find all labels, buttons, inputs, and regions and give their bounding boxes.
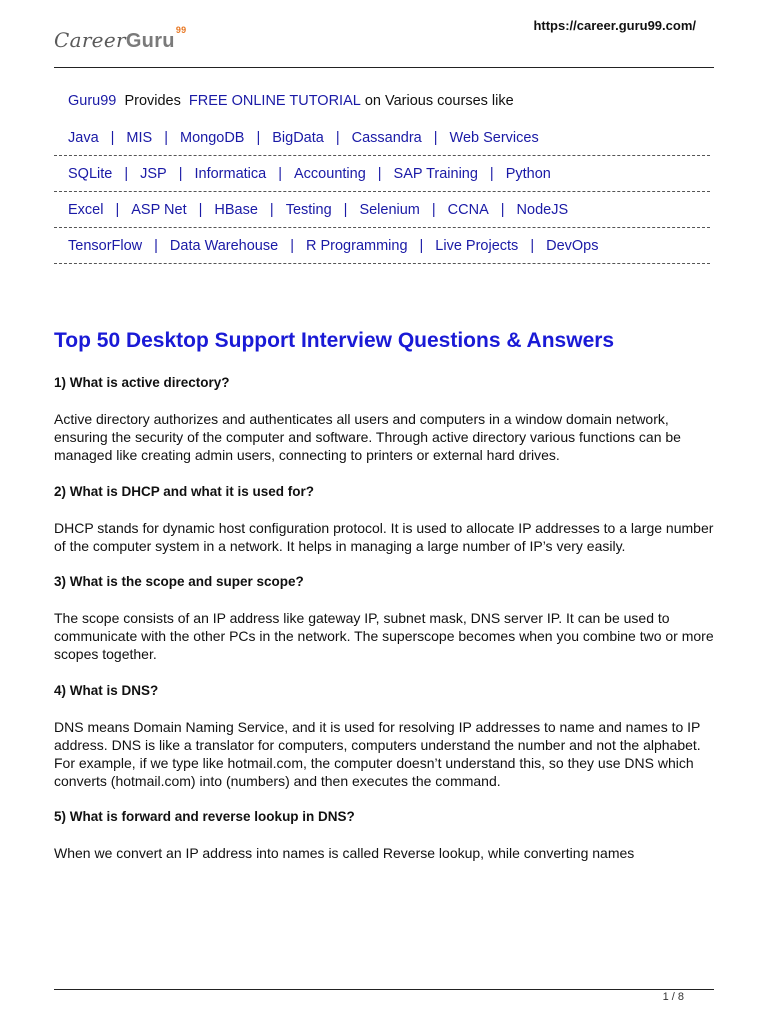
course-link-table: [54, 120, 710, 264]
question-heading: 3) What is the scope and super scope?: [54, 574, 304, 590]
course-link[interactable]: R Programming: [305, 237, 408, 254]
link-separator: |: [110, 129, 115, 146]
answer-paragraph: DNS means Domain Naming Service, and it is used for resolving IP addresses to name and names to IP address. DNS is like a translator for computers, computers understand the number and not the alphabet. For example, if we type like hotmail.com, the computer doesn’t understand this, so they use DNS which converts (hotmail.com) into (numbers) and then executes the command.: [54, 718, 701, 790]
link-separator: |: [377, 165, 382, 182]
page-number: 1 / 8: [662, 991, 684, 1003]
link-separator: |: [335, 129, 340, 146]
course-link[interactable]: MIS: [126, 129, 153, 146]
logo-99-superscript: 99: [175, 25, 187, 36]
header-divider: [54, 67, 714, 68]
footer-divider: [54, 989, 714, 990]
link-separator: |: [269, 201, 274, 218]
course-link[interactable]: Testing: [285, 201, 332, 218]
intro-provides-text: Provides: [124, 93, 181, 109]
course-link[interactable]: Java: [68, 129, 99, 146]
course-link[interactable]: SAP Training: [393, 165, 478, 182]
course-link[interactable]: Live Projects: [435, 237, 519, 254]
qa-content: [54, 374, 714, 881]
answer-paragraph: DHCP stands for dynamic host configuration protocol. It is used to allocate IP addresses to a large number of the computer system in a network. It helps in managing a large number of IP’s very easily.: [54, 519, 714, 554]
course-link[interactable]: Data Warehouse: [169, 237, 279, 254]
link-separator: |: [530, 237, 535, 254]
intro-line: [68, 93, 514, 109]
question-heading: 2) What is DHCP and what it is used for?: [54, 483, 315, 499]
guru99-link[interactable]: Guru99: [68, 93, 117, 109]
link-separator: |: [124, 165, 129, 182]
course-link[interactable]: ASP Net: [131, 201, 187, 218]
link-separator: |: [178, 165, 183, 182]
course-link-row: [54, 120, 710, 156]
intro-suffix-text: on Various courses like: [364, 93, 514, 109]
question-heading: 5) What is forward and reverse lookup in DNS?: [54, 809, 355, 825]
free-tutorial-link[interactable]: FREE ONLINE TUTORIAL: [188, 93, 361, 109]
course-link[interactable]: SQLite: [68, 165, 113, 182]
answer-paragraph: When we convert an IP address into names is called Reverse lookup, while converting names: [54, 845, 635, 862]
link-separator: |: [290, 237, 294, 254]
link-separator: |: [154, 237, 158, 254]
course-link[interactable]: CCNA: [447, 201, 489, 218]
course-link[interactable]: MongoDB: [179, 129, 245, 146]
course-link[interactable]: Cassandra: [351, 129, 422, 146]
course-link[interactable]: Web Services: [449, 129, 539, 146]
course-link[interactable]: Python: [505, 165, 551, 182]
course-link[interactable]: Informatica: [194, 165, 267, 182]
course-link-row: [54, 228, 710, 264]
logo-career-text: Career: [54, 28, 126, 52]
course-link[interactable]: Accounting: [294, 165, 366, 182]
careerguru-logo[interactable]: [54, 25, 187, 53]
link-separator: |: [433, 129, 438, 146]
link-separator: |: [115, 201, 120, 218]
question-heading: 4) What is DNS?: [54, 682, 159, 698]
logo-guru-text: Guru: [125, 30, 175, 52]
course-link[interactable]: DevOps: [546, 237, 599, 254]
link-separator: |: [489, 165, 494, 182]
link-separator: |: [198, 201, 203, 218]
answer-paragraph: The scope consists of an IP address like gateway IP, subnet mask, DNS server IP. It can be used to communicate with the other PCs in the network. The superscope becomes when you combine two or more scopes together.: [54, 610, 714, 663]
link-separator: |: [278, 165, 283, 182]
course-link[interactable]: HBase: [214, 201, 258, 218]
question-heading: 1) What is active directory?: [54, 375, 230, 390]
link-separator: |: [164, 129, 168, 146]
page-title: Top 50 Desktop Support Interview Questions & Answers: [54, 329, 615, 352]
course-link[interactable]: NodeJS: [516, 201, 569, 218]
link-separator: |: [343, 201, 348, 218]
site-url[interactable]: https://career.guru99.com/: [533, 18, 696, 33]
course-link-row: [54, 192, 710, 228]
course-link[interactable]: TensorFlow: [68, 237, 143, 254]
link-separator: |: [431, 201, 436, 218]
course-link[interactable]: BigData: [272, 129, 324, 146]
course-link[interactable]: JSP: [140, 165, 167, 182]
course-link[interactable]: Selenium: [359, 201, 420, 218]
course-link-row: [54, 156, 710, 192]
link-separator: |: [419, 237, 424, 254]
course-link[interactable]: Excel: [68, 201, 104, 218]
link-separator: |: [500, 201, 505, 218]
answer-paragraph: Active directory authorizes and authenticates all users and computers in a window domain network, ensuring the security of the computer and software. Through active directory various functions can be managed like creating admin users, connecting to printers or external hard drives.: [54, 411, 681, 464]
link-separator: |: [256, 129, 261, 146]
